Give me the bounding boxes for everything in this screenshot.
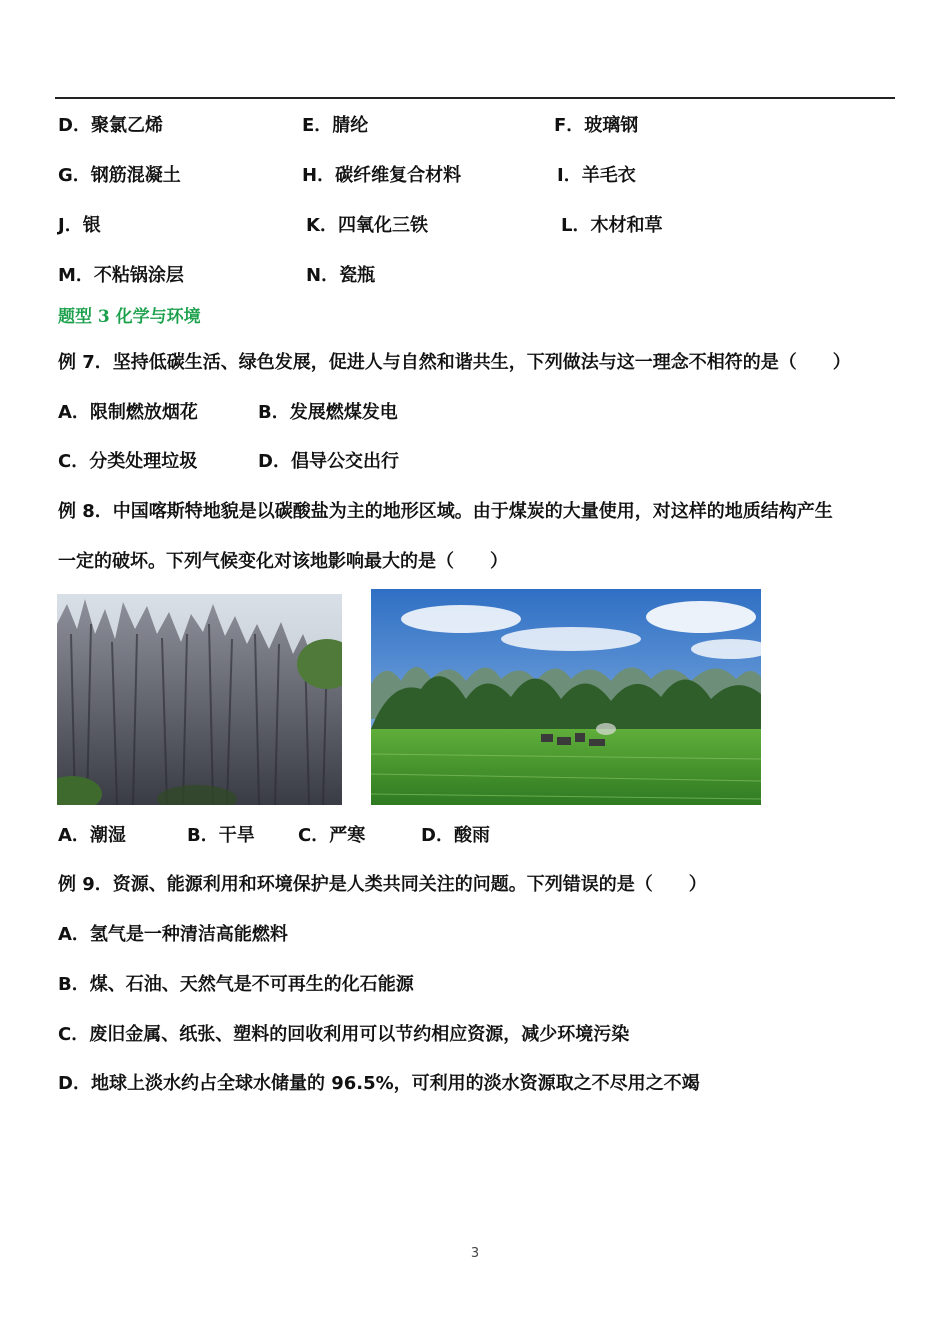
option-j-silver: J．银 [58, 215, 101, 236]
q7-option-c: C．分类处理垃圾 [58, 451, 198, 472]
q8-option-c: C．严寒 [298, 825, 366, 846]
karst-landscape-photo [371, 589, 761, 805]
header-rule [55, 97, 895, 99]
option-d-pvc: D．聚氯乙烯 [58, 115, 163, 136]
q7-option-b: B．发展燃煤发电 [258, 402, 398, 423]
q7-option-d: D．倡导公交出行 [258, 451, 399, 472]
option-m-coating: M．不粘锅涂层 [58, 265, 184, 286]
option-k-iron-oxide: K．四氧化三铁 [306, 215, 428, 236]
q8-option-b: B．干旱 [187, 825, 255, 846]
option-e-acrylic: E．腈纶 [302, 115, 369, 136]
q9-option-d: D．地球上淡水约占全球水储量的 96.5%，可利用的淡水资源取之不尽用之不竭 [58, 1073, 700, 1094]
stone-forest-photo [57, 594, 342, 805]
q7-option-a: A．限制燃放烟花 [58, 402, 198, 423]
q9-option-b: B．煤、石油、天然气是不可再生的化石能源 [58, 974, 414, 995]
q8-stem-line1: 例 8．中国喀斯特地貌是以碳酸盐为主的地形区域。由于煤炭的大量使用，对这样的地质结构产生 [58, 501, 833, 522]
q9-option-a: A．氢气是一种清洁高能燃料 [58, 924, 288, 945]
q7-stem: 例 7．坚持低碳生活、绿色发展，促进人与自然和谐共生，下列做法与这一理念不相符的是（ ） [58, 352, 851, 373]
option-n-vase: N．瓷瓶 [306, 265, 376, 286]
option-f-fiberglass: F．玻璃钢 [554, 115, 639, 136]
q8-option-d: D．酸雨 [421, 825, 490, 846]
q8-stem-line2: 一定的破坏。下列气候变化对该地影响最大的是（ ） [58, 551, 508, 572]
section-title: 题型 3 化学与环境 [58, 307, 201, 327]
q9-option-c: C．废旧金属、纸张、塑料的回收利用可以节约相应资源，减少环境污染 [58, 1024, 630, 1045]
q8-option-a: A．潮湿 [58, 825, 126, 846]
option-i-wool: I．羊毛衣 [557, 165, 636, 186]
option-l-wood: L．木材和草 [561, 215, 663, 236]
page-number: 3 [470, 1246, 480, 1261]
option-h-carbon-fiber: H．碳纤维复合材料 [302, 165, 462, 186]
option-g-concrete: G．钢筋混凝土 [58, 165, 181, 186]
q9-stem: 例 9．资源、能源利用和环境保护是人类共同关注的问题。下列错误的是（ ） [58, 874, 707, 895]
